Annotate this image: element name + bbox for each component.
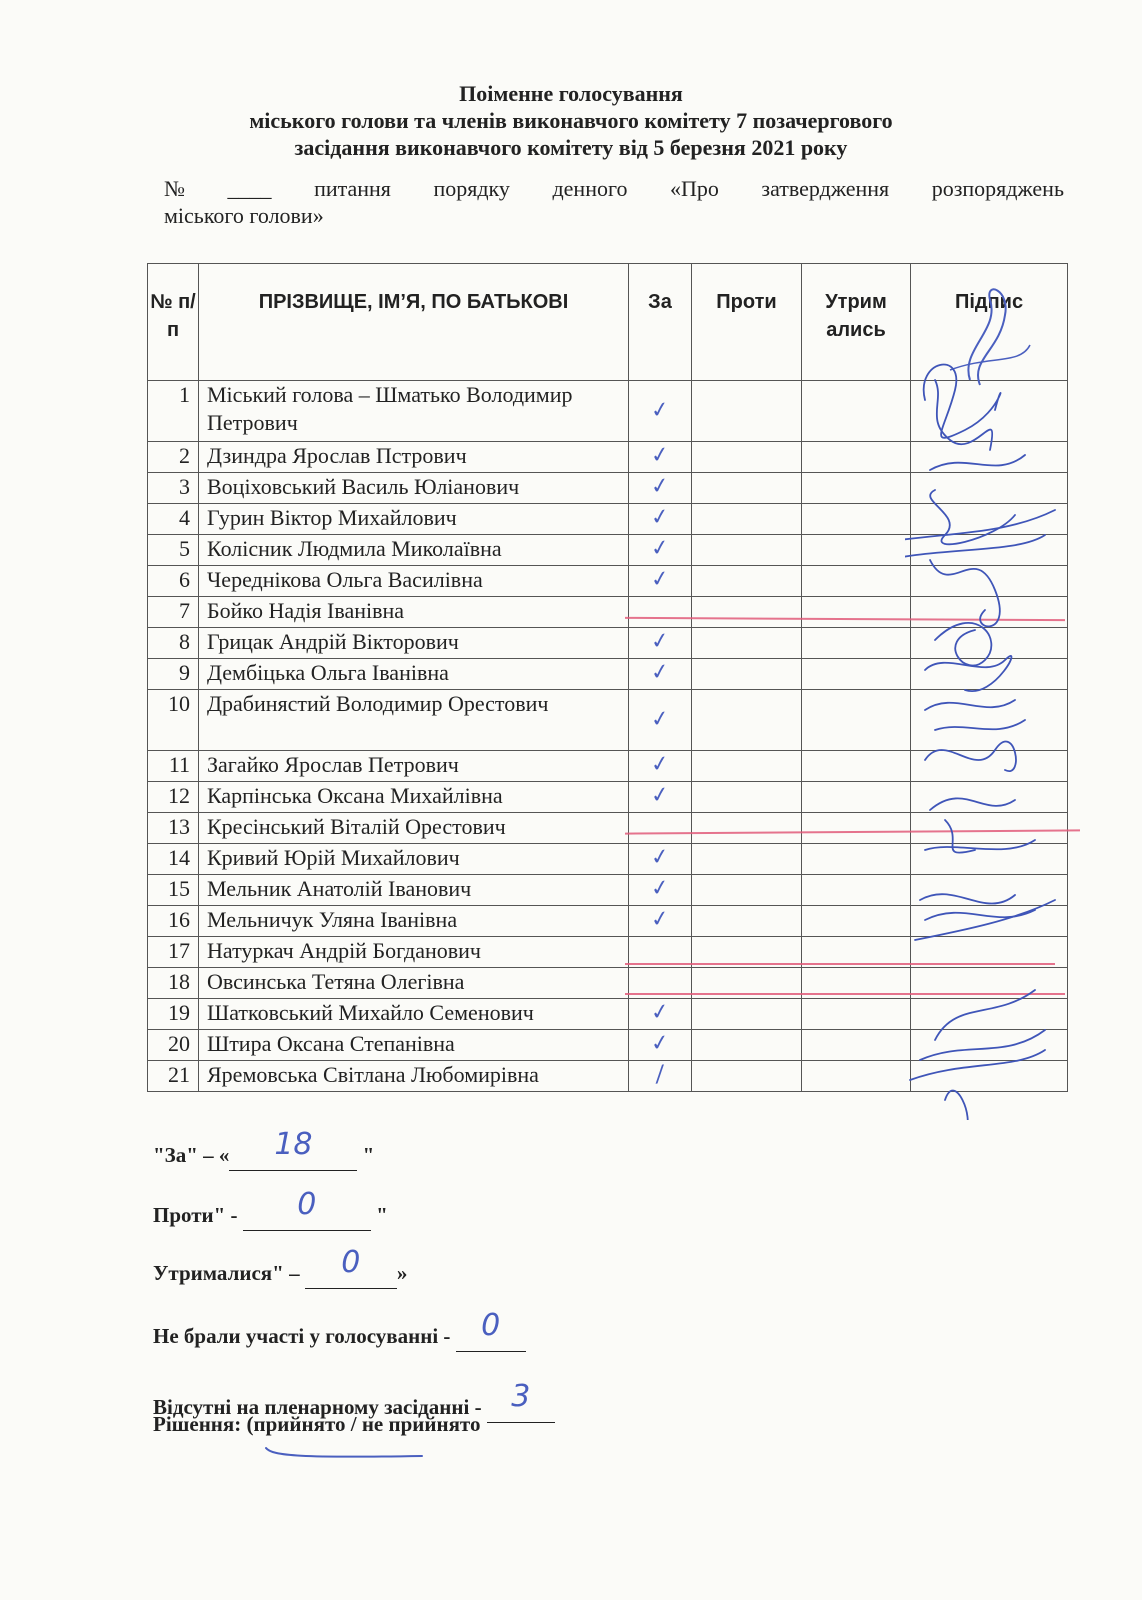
table-row xyxy=(148,813,1068,844)
table-row xyxy=(148,535,1068,566)
vote-against-cell xyxy=(692,751,802,782)
col-header-num: № п/п xyxy=(148,264,199,381)
vote-abstained-cell xyxy=(802,999,911,1030)
row-number: 10 xyxy=(148,690,199,751)
row-number: 21 xyxy=(148,1061,199,1092)
signature-cell xyxy=(911,782,1068,813)
row-number: 11 xyxy=(148,751,199,782)
checkmark-icon: ✓ xyxy=(649,658,671,687)
vote-abstained-cell xyxy=(802,504,911,535)
member-name: Натуркач Андрій Богданович xyxy=(199,937,629,968)
table-row xyxy=(148,690,1068,751)
table-row xyxy=(148,1061,1068,1092)
question-word: № xyxy=(164,176,185,201)
document-header xyxy=(0,80,1142,161)
vote-abstained-cell xyxy=(802,906,911,937)
handwritten-underline-icon xyxy=(262,1440,432,1462)
summary-abstained-end: » xyxy=(396,1261,408,1285)
summary-for-label: "За" – « xyxy=(153,1143,230,1167)
vote-for-cell xyxy=(629,782,692,813)
member-name: Мельник Анатолій Іванович xyxy=(199,875,629,906)
checkmark-icon: ✓ xyxy=(649,750,671,779)
vote-against-cell xyxy=(692,844,802,875)
member-name: Воціховський Василь Юліанович xyxy=(199,473,629,504)
vote-against-cell xyxy=(692,875,802,906)
member-name: Бойко Надія Іванівна xyxy=(199,597,629,628)
vote-abstained-cell xyxy=(802,690,911,751)
signature-cell xyxy=(911,906,1068,937)
row-number: 18 xyxy=(148,968,199,999)
signature-cell xyxy=(911,1030,1068,1061)
question-word: ____ xyxy=(227,176,272,201)
vote-abstained-cell xyxy=(802,566,911,597)
vote-against-cell xyxy=(692,782,802,813)
row-number: 4 xyxy=(148,504,199,535)
summary-abstained-label: Утрималися" – xyxy=(153,1261,305,1285)
checkmark-icon: ✓ xyxy=(649,396,671,425)
question-word: денного xyxy=(552,176,628,201)
row-number: 12 xyxy=(148,782,199,813)
row-number: 1 xyxy=(148,381,199,442)
vote-abstained-cell xyxy=(802,1061,911,1092)
vote-against-cell xyxy=(692,473,802,504)
member-name: Дзиндра Ярослав Пстрович xyxy=(199,442,629,473)
signature-cell xyxy=(911,442,1068,473)
vote-abstained-cell xyxy=(802,381,911,442)
vote-for-cell xyxy=(629,442,692,473)
checkmark-icon: ✓ xyxy=(649,534,671,563)
vote-against-cell xyxy=(692,906,802,937)
vote-abstained-cell xyxy=(802,782,911,813)
summary-for-end: " xyxy=(357,1143,375,1167)
vote-for-cell xyxy=(629,659,692,690)
vote-for-cell xyxy=(629,844,692,875)
checkmark-icon: ✓ xyxy=(649,998,671,1027)
summary-not-voting-label: Не брали участі у голосуванні - xyxy=(153,1324,456,1348)
vote-abstained-cell xyxy=(802,844,911,875)
col-header-abstained: Утрим ались xyxy=(802,264,911,381)
vote-for-cell xyxy=(629,875,692,906)
signature-cell xyxy=(911,844,1068,875)
signature-cell xyxy=(911,659,1068,690)
member-name: Штира Оксана Степанівна xyxy=(199,1030,629,1061)
signature-cell xyxy=(911,473,1068,504)
col-header-against: Проти xyxy=(692,264,802,381)
signature-cell xyxy=(911,628,1068,659)
table-row xyxy=(148,504,1068,535)
summary-abstained xyxy=(153,1245,408,1289)
summary-for xyxy=(153,1127,375,1171)
checkmark-icon: ✓ xyxy=(649,843,671,872)
subtitle-line-1: міського голови та членів виконавчого комітету 7 позачергового xyxy=(249,108,893,133)
vote-for-cell xyxy=(629,1061,692,1092)
vote-against-cell xyxy=(692,442,802,473)
vote-for-cell xyxy=(629,597,692,628)
signature-cell xyxy=(911,999,1068,1030)
checkmark-icon: ✓ xyxy=(649,503,671,532)
member-name: Міський голова – Шматько Володимир Петрович xyxy=(199,381,629,442)
row-number: 5 xyxy=(148,535,199,566)
summary-not-voting-value: 0 xyxy=(481,1308,501,1343)
member-name: Драбинястий Володимир Орестович xyxy=(199,690,629,751)
signature-cell xyxy=(911,690,1068,751)
question-word: розпоряджень xyxy=(931,176,1064,201)
signature-cell xyxy=(911,535,1068,566)
table-row xyxy=(148,875,1068,906)
checkmark-icon: ✓ xyxy=(649,627,671,656)
table-row xyxy=(148,597,1068,628)
table-row xyxy=(148,844,1068,875)
vote-against-cell xyxy=(692,628,802,659)
table-row xyxy=(148,782,1068,813)
vote-against-cell xyxy=(692,597,802,628)
row-number: 17 xyxy=(148,937,199,968)
vote-abstained-cell xyxy=(802,751,911,782)
subtitle-line-2: засідання виконавчого комітету від 5 березня 2021 року xyxy=(294,135,848,160)
table-row xyxy=(148,1030,1068,1061)
checkmark-icon: ✓ xyxy=(649,1029,671,1058)
summary-abstained-value: 0 xyxy=(341,1245,361,1280)
checkmark-icon: / xyxy=(654,1061,666,1088)
summary-absent-value: 3 xyxy=(511,1379,531,1414)
row-number: 7 xyxy=(148,597,199,628)
row-number: 15 xyxy=(148,875,199,906)
col-header-for: За xyxy=(629,264,692,381)
checkmark-icon: ✓ xyxy=(649,905,671,934)
signature-cell xyxy=(911,504,1068,535)
title: Поіменне голосування xyxy=(459,81,683,106)
row-number: 20 xyxy=(148,1030,199,1061)
table-row xyxy=(148,999,1068,1030)
row-number: 19 xyxy=(148,999,199,1030)
row-number: 9 xyxy=(148,659,199,690)
question-word: «Про xyxy=(669,176,719,201)
row-number: 16 xyxy=(148,906,199,937)
signature-cell xyxy=(911,597,1068,628)
member-name: Яремовська Світлана Любомирівна xyxy=(199,1061,629,1092)
vote-against-cell xyxy=(692,504,802,535)
table-row xyxy=(148,473,1068,504)
vote-for-cell xyxy=(629,535,692,566)
member-name: Грицак Андрій Вікторович xyxy=(199,628,629,659)
member-name: Кресінський Віталій Орестович xyxy=(199,813,629,844)
member-name: Череднікова Ольга Василівна xyxy=(199,566,629,597)
summary-absent-label: Відсутні на пленарному засіданні - xyxy=(153,1395,487,1419)
vote-abstained-cell xyxy=(802,628,911,659)
checkmark-icon: ✓ xyxy=(649,781,671,810)
vote-against-cell xyxy=(692,690,802,751)
decision-line: Рішення: (прийнято / не прийнято xyxy=(153,1412,481,1436)
col-header-name: ПРІЗВИЩЕ, ІМ’Я, ПО БАТЬКОВІ xyxy=(199,264,629,381)
vote-for-cell xyxy=(629,813,692,844)
checkmark-icon: ✓ xyxy=(649,472,671,501)
vote-against-cell xyxy=(692,999,802,1030)
vote-against-cell xyxy=(692,659,802,690)
vote-against-cell xyxy=(692,1061,802,1092)
vote-for-cell xyxy=(629,381,692,442)
vote-for-cell xyxy=(629,473,692,504)
row-number: 6 xyxy=(148,566,199,597)
vote-against-cell xyxy=(692,566,802,597)
row-number: 8 xyxy=(148,628,199,659)
vote-abstained-cell xyxy=(802,535,911,566)
signature-cell xyxy=(911,1061,1068,1092)
signature-cell xyxy=(911,751,1068,782)
vote-abstained-cell xyxy=(802,1030,911,1061)
row-number: 2 xyxy=(148,442,199,473)
member-name: Кривий Юрій Михайлович xyxy=(199,844,629,875)
summary-not-voting xyxy=(153,1308,526,1352)
row-number: 3 xyxy=(148,473,199,504)
vote-against-cell xyxy=(692,381,802,442)
member-name: Дембіцька Ольга Іванівна xyxy=(199,659,629,690)
member-name: Колісник Людмила Миколаївна xyxy=(199,535,629,566)
vote-abstained-cell xyxy=(802,659,911,690)
strike-row-17 xyxy=(625,963,1055,965)
member-name: Шатковський Михайло Семенович xyxy=(199,999,629,1030)
member-name: Загайко Ярослав Петрович xyxy=(199,751,629,782)
vote-against-cell xyxy=(692,535,802,566)
signature-cell xyxy=(911,875,1068,906)
summary-against-value: 0 xyxy=(297,1187,317,1222)
question-line-2: міського голови» xyxy=(164,203,324,228)
table-row xyxy=(148,442,1068,473)
checkmark-icon: ✓ xyxy=(649,565,671,594)
vote-for-cell xyxy=(629,566,692,597)
summary-against xyxy=(153,1187,388,1231)
question-word: питання xyxy=(314,176,391,201)
table-row xyxy=(148,566,1068,597)
row-number: 13 xyxy=(148,813,199,844)
vote-abstained-cell xyxy=(802,875,911,906)
vote-for-cell xyxy=(629,751,692,782)
signature-scribble-icon xyxy=(930,270,1050,390)
vote-abstained-cell xyxy=(802,473,911,504)
vote-abstained-cell xyxy=(802,813,911,844)
member-name: Гурин Віктор Михайлович xyxy=(199,504,629,535)
signature-cell xyxy=(911,566,1068,597)
row-number: 14 xyxy=(148,844,199,875)
checkmark-icon: ✓ xyxy=(649,705,671,734)
table-row xyxy=(148,906,1068,937)
vote-for-cell xyxy=(629,628,692,659)
checkmark-icon: ✓ xyxy=(649,441,671,470)
vote-abstained-cell xyxy=(802,442,911,473)
vote-for-cell xyxy=(629,999,692,1030)
vote-against-cell xyxy=(692,813,802,844)
question-word: порядку xyxy=(433,176,510,201)
checkmark-icon: ✓ xyxy=(649,874,671,903)
agenda-question xyxy=(164,175,1064,229)
col-header-signature: Підпис xyxy=(911,264,1068,381)
summary-against-label: Проти" - xyxy=(153,1203,243,1227)
summary-against-end: " xyxy=(370,1203,388,1227)
vote-for-cell xyxy=(629,906,692,937)
vote-against-cell xyxy=(692,1030,802,1061)
member-name: Овсинська Тетяна Олегівна xyxy=(199,968,629,999)
vote-for-cell xyxy=(629,1030,692,1061)
member-name: Карпінська Оксана Михайлівна xyxy=(199,782,629,813)
table-row xyxy=(148,751,1068,782)
vote-abstained-cell xyxy=(802,597,911,628)
summary-for-value: 18 xyxy=(274,1127,313,1162)
strike-row-18 xyxy=(625,993,1065,995)
signature-cell xyxy=(911,813,1068,844)
table-row xyxy=(148,628,1068,659)
question-word: затвердження xyxy=(761,176,890,201)
vote-for-cell xyxy=(629,504,692,535)
table-row xyxy=(148,659,1068,690)
vote-for-cell xyxy=(629,690,692,751)
member-name: Мельничук Уляна Іванівна xyxy=(199,906,629,937)
